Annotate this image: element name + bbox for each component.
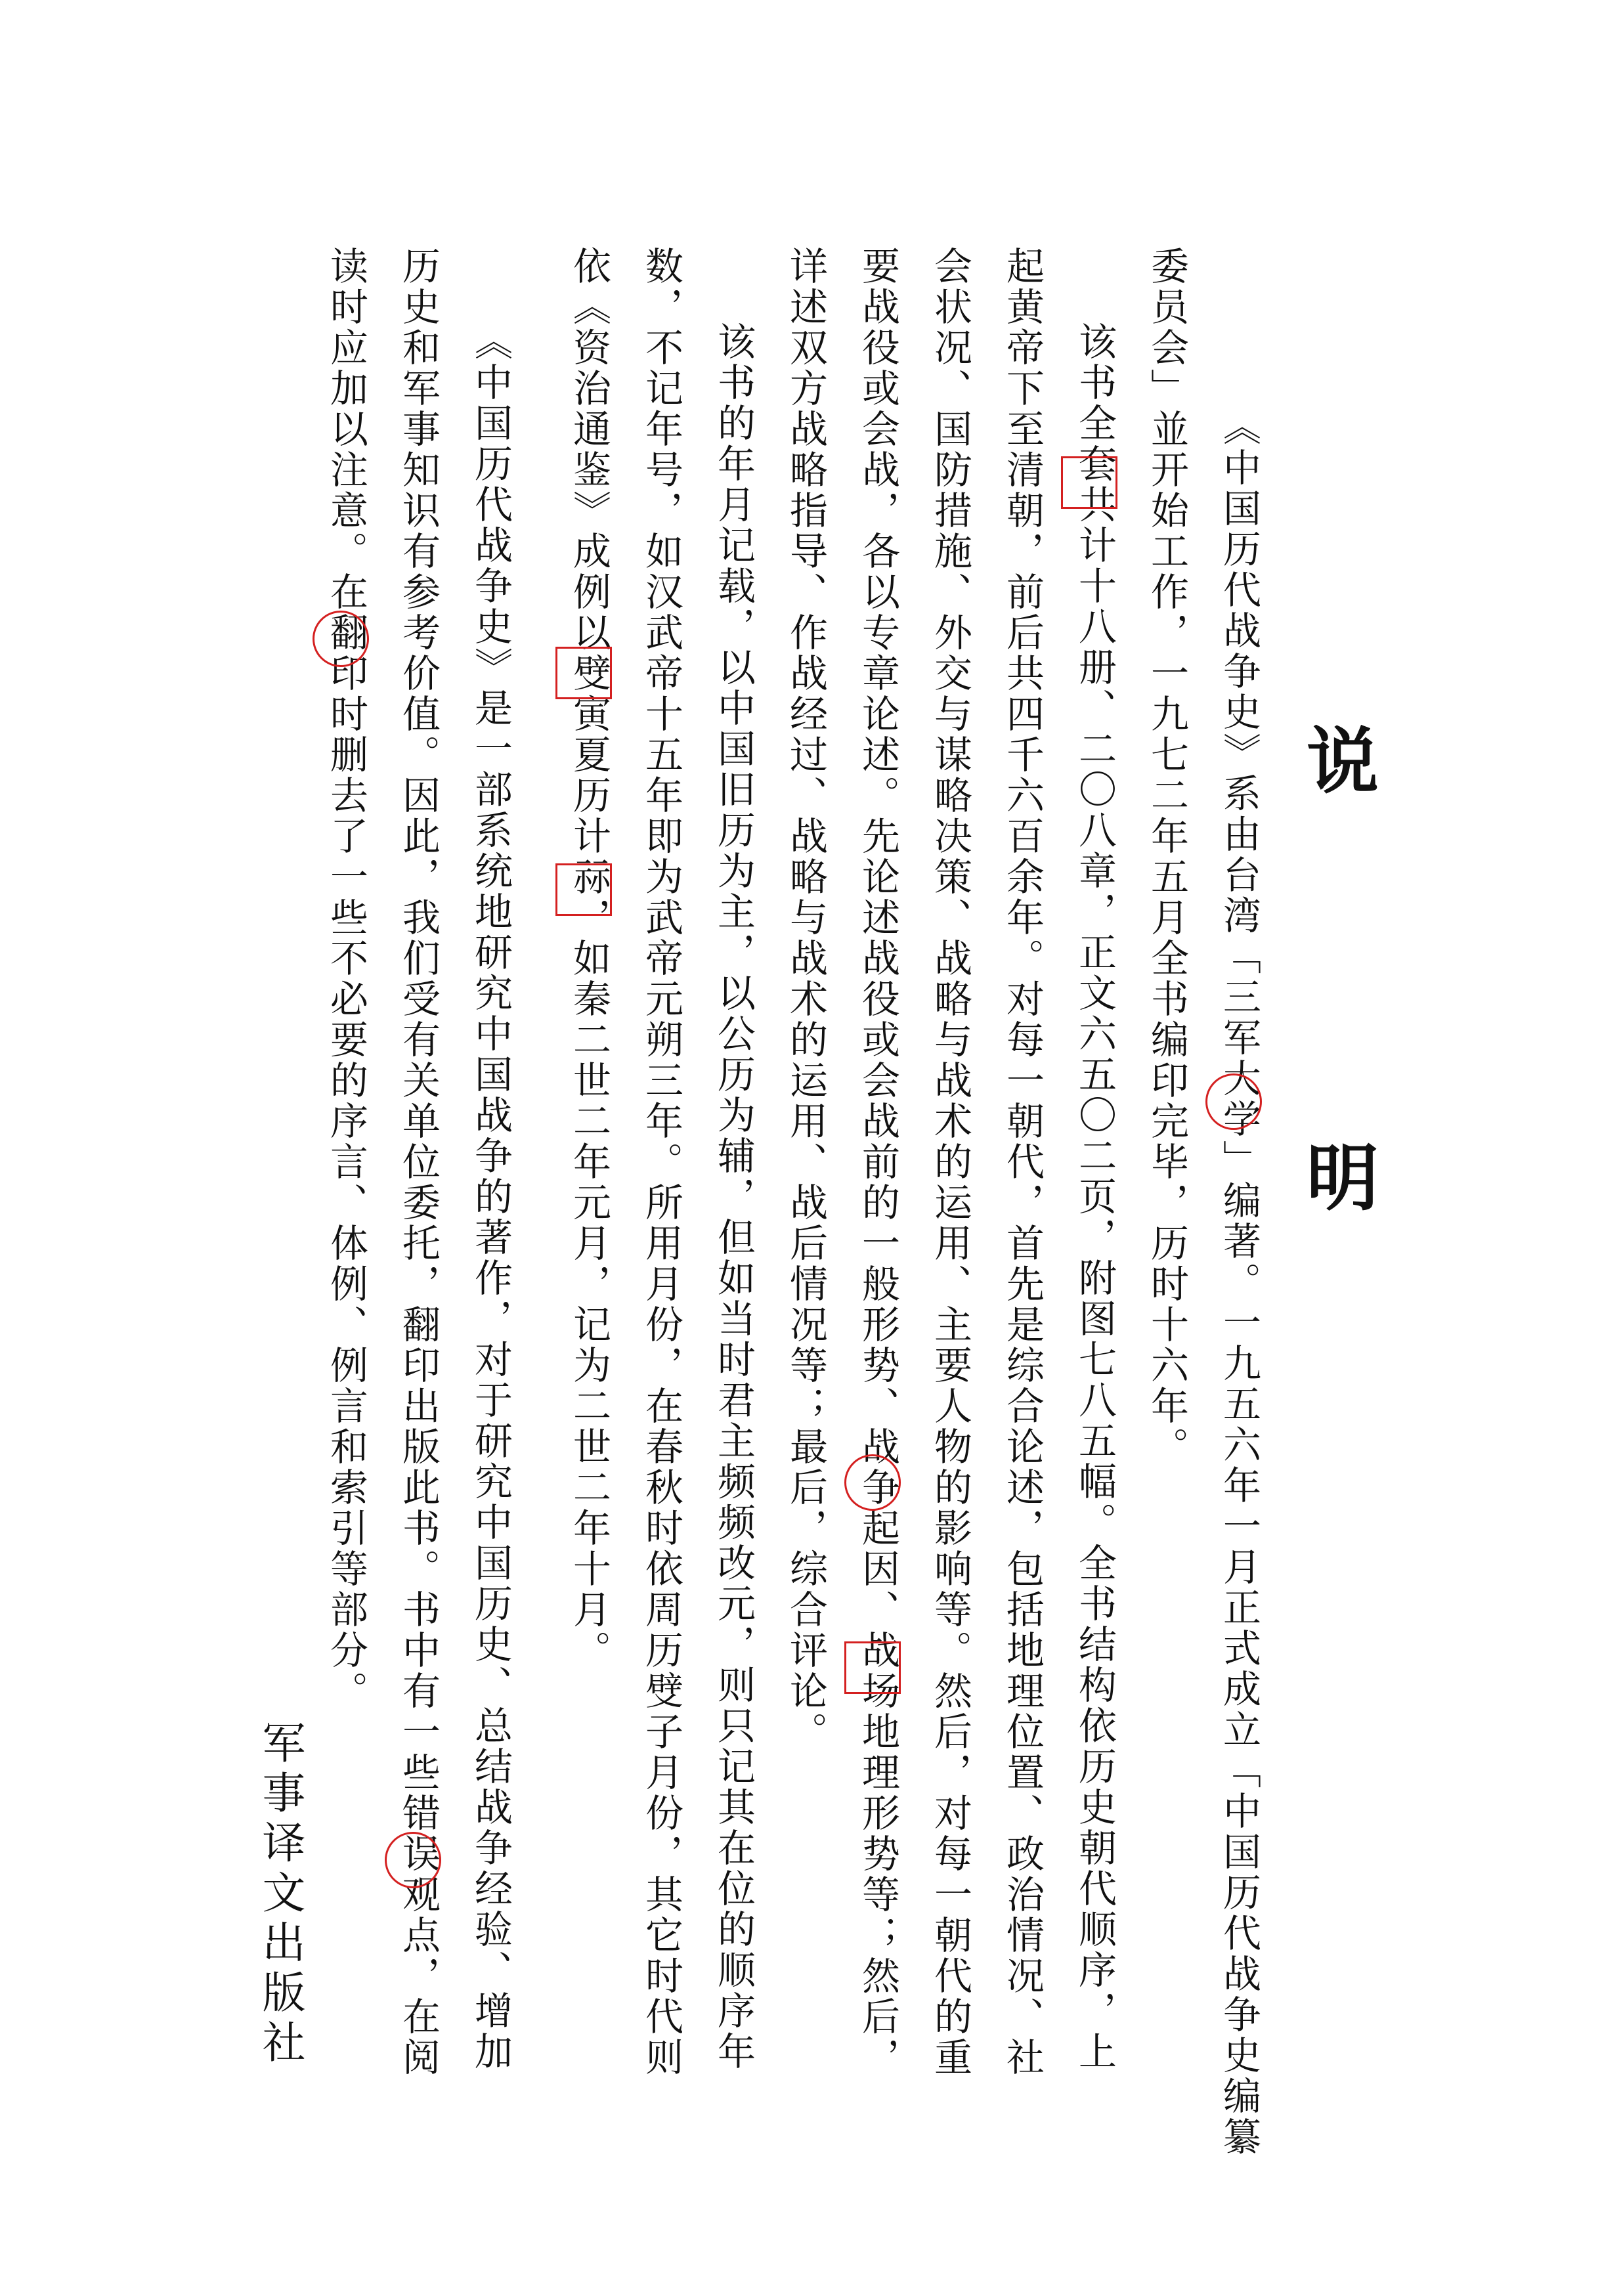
annotation-box-zhan [555, 647, 612, 699]
text-column-3: 该书全套共计十八册、二〇八章，正文六五〇二页，附图七八五幅。全书结构依历史朝代顺序，上 [1072, 322, 1117, 2072]
text-column-5: 会状况、国防措施、外交与谋略决策、战略与战术的运用、主要人物的影响等。然后，对每一朝代的重 [928, 246, 972, 2078]
text-column-9: 数，不记年号，如汉武帝十五年即为武帝元朔三年。所用月份，在春秋时依周历䢃子月份，其它时代则 [639, 246, 683, 2078]
annotation-circle-zheng [844, 1454, 901, 1511]
text-column-2: 委员会」並开始工作，一九七二年五月全书编印完毕，历时十六年。 [1144, 246, 1189, 1467]
annotation-box-suan [555, 863, 612, 916]
text-column-11: 《中国历代战争史》是一部系统地研究中国战争的著作，对于研究中国历史、总结战争经验、增加 [468, 322, 513, 2072]
text-column-1: 《中国历代战争史》系由台湾「三军大学」编著。一九五六年一月正式成立「中国历代战争史编纂 [1217, 407, 1261, 2157]
text-column-7: 详述双方战略指导、作战经过、战略与战术的运用、战后情况等；最后，综合评论。 [783, 246, 828, 1752]
title-char-shuo: 说 [1307, 719, 1379, 804]
title-char-ming: 明 [1307, 1136, 1379, 1221]
text-column-8: 该书的年月记载，以中国旧历为主，以公历为辅，但如当时君主频频改元，则只记其在位的顺序年 [711, 322, 756, 2072]
annotation-box-fang [844, 1641, 901, 1694]
annotation-circle-wu [385, 1832, 441, 1888]
text-column-10: 依《资治通鉴》成例以䢃寅夏历计祘，如秦二世二年元月，记为二世二年十月。 [567, 246, 611, 1671]
annotation-circle-fan [313, 611, 369, 667]
annotation-box-tao [1061, 456, 1117, 509]
text-column-6: 要战役或会战，各以专章论述。先论述战役或会战前的一般形势、战争起因、战场地理形势等；然后， [855, 246, 900, 2078]
text-column-4: 起黄帝下至清朝，前后共四千六百余年。对每一朝代，首先是综合论述，包括地理位置、政治情况、社 [1000, 246, 1045, 2078]
annotation-circle-bian [1205, 1073, 1262, 1130]
text-column-12: 历史和军事知识有参考价值。因此，我们受有关单位委托，翻印出版此书。书中有一些错误观点，在阅 [396, 246, 441, 2078]
text-column-13: 读时应加以注意。在翻印时删去了一些不必要的序言、体例、例言和索引等部分。 [324, 246, 368, 1712]
publisher-signature: 军事译文出版社 [255, 1720, 305, 2069]
